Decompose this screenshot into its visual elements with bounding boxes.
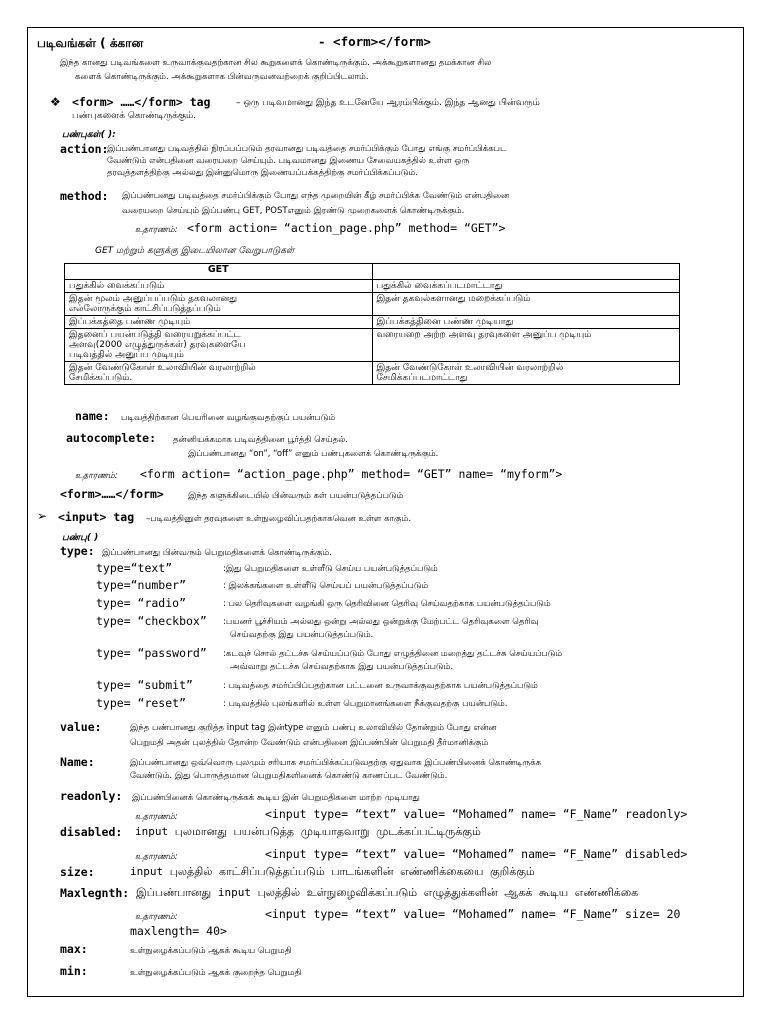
type-value: type= “password” (96, 646, 207, 660)
size-desc: input புலத்தில் காட்சிப்படுத்தப்படும் பாடங்களின் எண்ணிக்கையை குறிக்கும் (130, 865, 535, 878)
page-title: படிவங்கள் ( க்கான (37, 36, 144, 50)
autocomplete-desc-2: இப்பண்பானது “on”, “off” எனும் பண்புகளைக் கொண்டிருக்கும். (188, 449, 439, 459)
maxlength-example-label: உதாரணம்: (135, 912, 178, 922)
form-inner-tag: <form>……</form> (60, 487, 164, 501)
table-header-row (65, 264, 680, 280)
type-value: type= “radio” (96, 596, 187, 610)
maxlength-example-code-1: <input type= “text” value= “Mohamed” name= “F_Name” size= 20 (265, 907, 681, 921)
disabled-example-code: <input type= “text” value= “Mohamed” name= “F_Name” disabled> (265, 847, 688, 861)
name-attr-desc-1: இப்பண்பானது ஒவ்வொரு புலமும் சரியாக சமர்ப்பிக்கப்படுவதற்கு ஏதுவாக இப்பண்பினைக் கொண்டிருக்க (130, 758, 542, 768)
max-desc: உள்நுழைக்கப்படும் ஆகக் கூடிய பெறுமதி (130, 946, 292, 956)
input-tag-heading: <input> tag (58, 510, 135, 524)
readonly-desc: இப்பண்பினைக் கொண்டிருக்கக் கூடிய இன் பெறுமதிகளை மாற்ற முடியாது (132, 793, 420, 803)
readonly-example-label: உதாரணம்: (135, 812, 178, 822)
disabled-desc: input புலமானது பயன்படுத்த முடியாதவாறு முடக்கப்பட்டிருக்கும் (135, 825, 481, 838)
readonly-label: readonly: (60, 789, 123, 803)
type-description: : பல தெரிவுகளை வழங்கி ஒரு தெரிவினை தெரிவு செய்வதற்காக பயன்படுத்தப்படும் (223, 599, 551, 609)
type-label: type: (60, 544, 95, 558)
min-desc: உள்நுழைக்கப்படும் ஆகக் குறைந்த பெறுமதி (130, 968, 302, 978)
method-label: method: (60, 189, 109, 203)
type-description: : இலக்கங்களை உள்ளீடு செய்யப் பயன்படுத்தப்படும் (223, 581, 429, 591)
type-desc: இப்பண்பானது பின்வரும் பெறுமதிகளைக் கொண்டிருக்கும். (102, 548, 332, 558)
table-cell-get: இதன் மூலம் அனுப்பப்படும் தகவலானது எல்லோருக்கும் காட்சிப்படுத்தப்படும் (65, 293, 373, 316)
page-title-tag: - <form></form> (318, 34, 431, 49)
size-label: size: (60, 865, 95, 879)
method-desc-1: இப்பண்பனது படிவத்தை சமர்ப்பிக்கும் போது எந்த முறையின் கீழ் சமர்ப்பிக்க வேண்டும் என்பதினை (122, 191, 510, 201)
method-desc-2: வரையறை செய்யும் இப்பண்பு GET, POSTஎனும் இரண்டு முறைகளைக் கொண்டிருக்கும். (122, 206, 465, 216)
arrow-bullet-icon: ➢ (37, 509, 48, 523)
type-value: type= “checkbox” (96, 614, 207, 628)
maxlength-desc: இப்பண்பானது input புலத்தில் உள்நுழைவிக்கப்படும் எழுத்துக்களின் ஆகக் கூடிய எண்ணிக்கை (136, 886, 639, 899)
readonly-example-code: <input type= “text” value= “Mohamed” name= “F_Name” readonly> (265, 807, 688, 821)
table-row (65, 280, 680, 293)
name-label: name: (75, 409, 110, 423)
table-row (65, 362, 680, 385)
form-attributes-heading: பண்புகள்( ): (62, 130, 116, 140)
table-cell-get: இதனைப் பயன்படுத்தி வரையறுக்கப்பட்ட அளவு(2000 எழுத்துருக்கள்) தரவுகளையே படிவத்தில் அனுப்ப முடியும் (65, 329, 373, 362)
action-label: action: (60, 142, 109, 156)
type-value: type= “reset” (96, 696, 187, 710)
name-attr-desc-2: வேண்டும். இது பொருத்தமான பெறுமதிகளினைக் கொண்டு காணப்பட வேண்டும். (130, 771, 448, 781)
action-desc-1: இப்பண்பானது படிவத்தில் நிரப்பப்படும் தரவானது படிவத்தை சமர்ப்பிக்கும் போது எங்கு சமர்ப்பிக்கபட (107, 144, 507, 154)
form-example-label: உதாரணம்: (75, 471, 118, 481)
type-description: :கடவுச் சொல் தட்டச்சு செய்யப்படும் போது எழுத்தினை மறைத்து தட்டச்சு செய்யப்படும் (223, 649, 563, 659)
min-label: min: (60, 964, 88, 978)
type-description-continued: செய்வதற்கு இது பயன்படுத்தப்படும். (230, 630, 374, 640)
value-label: value: (60, 720, 102, 734)
form-inner-desc: இந்த களுக்கிடையில் பின்வரும் கள் பயன்படுத்தப்படும் (188, 491, 404, 501)
type-value: type=“number” (96, 578, 187, 592)
type-description: : படிவத்தில் புலங்களில் உள்ள பெறுமானங்களை நீக்குவதற்கு பயன்படும். (223, 699, 508, 709)
type-description-continued: அவ்வாறு தட்டச்சு செய்வதற்காக இது பயன்படுத்தப்படும். (230, 662, 454, 672)
intro-line-2: களைக் கொண்டிருக்கும். அக்கூறுகளாக பின்வருவனவற்றைக் குறிப்பிடலாம். (75, 72, 369, 82)
type-value: type=“text” (96, 561, 173, 575)
disabled-example-label: உதாரணம்: (135, 852, 178, 862)
name-desc: படிவத்திற்கான பெயரினை வழங்குவதற்குப் பயன்படும் (121, 413, 336, 423)
form-tag-heading: <form> ……</form> tag (72, 95, 211, 109)
table-cell-post: வரையறை அற்ற அளவு தரவுகளை அனுப்ப முடியும் (372, 329, 680, 362)
diamond-bullet-icon: ❖ (50, 95, 61, 109)
autocomplete-desc-1: தன்னியக்கமாக படிவத்தினை பூர்த்தி செய்தல். (173, 435, 348, 445)
table-header-get: GET (65, 264, 373, 280)
type-description: :பயனர் பூச்சியம் அல்லது ஒன்று அல்லது ஒன்றுக்கு மேற்பட்ட தெரிவுகளை தெரிவு (223, 617, 539, 627)
type-description: : படிவத்தை சமர்ப்பிப்பதற்கான பட்டனை உருவாக்குவதற்காக பயன்படுத்தப்படும் (223, 681, 538, 691)
form-tag-desc-1: – ஒரு படிவமானது இந்த உடனேயே ஆரம்பிக்கும். இந்த ஆனது பின்வரும் (236, 98, 540, 108)
maxlength-label: Maxlegnth: (60, 886, 130, 900)
table-cell-get: பதுக்கில் வைக்கப்படும் (65, 280, 373, 293)
form-tag-desc-2: பண்புகளைக் கொண்டிருக்கும். (72, 111, 197, 121)
get-post-comparison-table (64, 263, 680, 385)
autocomplete-label: autocomplete: (66, 431, 157, 445)
table-caption: GET மற்றும் களுக்கு இடையிலான வேறுபாடுகள் (95, 246, 295, 256)
name-attr-label: Name: (60, 755, 95, 769)
table-cell-post: இதன் தகவல்களானது மறைக்கப்படும் (372, 293, 680, 316)
table-cell-post: இதன் வேண்டுகோள் உலாவியின் வரலாற்றில் சேமிக்கப்படமாட்டாது (372, 362, 680, 385)
type-description: :இது பெறுமதிகளை உள்ளீடு செய்ய பயன்படுத்தப்படும் (223, 564, 438, 574)
action-desc-3: தரவுத்தளத்திற்கு அல்லது இன்னுமொரு இணையப்பக்கத்திற்கு சமர்ப்பிக்கப்படும். (107, 168, 418, 178)
form-example-code: <form action= “action_page.php” method= “GET” name= “myform”> (140, 467, 563, 481)
input-attributes-heading: பண்பு( ) (62, 533, 99, 543)
max-label: max: (60, 942, 88, 956)
table-row (65, 293, 680, 316)
value-desc-2: பெறுமதி அதன் புலத்தில் தோன்ற வேண்டும் என்பதினை இப்பண்பின் பெறுமதி தீர்மானிக்கும் (130, 738, 489, 748)
method-example-code: <form action= “action_page.php” method= “GET”> (187, 221, 506, 235)
type-value: type= “submit” (96, 678, 193, 692)
table-header-post (372, 264, 680, 280)
table-cell-get: இதன் வேண்டுகோள் உலாவியின் வரலாற்றில் சேமிக்கப்படும். (65, 362, 373, 385)
table-cell-post: இப்பக்கத்தினை பண்ண முடியாது (372, 316, 680, 329)
maxlength-example-code-2: maxlength= 40> (130, 924, 227, 938)
table-row (65, 316, 680, 329)
method-example-label: உதாரணம்: (135, 225, 178, 235)
table-row (65, 329, 680, 362)
intro-line-1: இந்த கானது படிவங்களை உருவாக்குவதற்கான சில கூறுகளைக் கொண்டிருக்கும். அக்கூறுகளானது தமக்கான சில (60, 58, 492, 68)
disabled-label: disabled: (60, 825, 123, 839)
value-desc-1: இந்த பண்பானது குறித்த input tag இன்type எனும் பண்பு உலாவியில் தோன்றும் போது என்ன (130, 723, 497, 733)
input-tag-desc: –படிவத்தினுள் தரவுகளை உள்நுழைவிப்பதற்காகவென உள்ள காகும். (146, 514, 412, 524)
table-cell-post: பதுக்கில் வைக்கப்படமாட்டாது (372, 280, 680, 293)
action-desc-2: வேண்டும் என்பதினை வரையறை செய்யும். படிவமானது இணைய சேவையகத்தில் உள்ள ஒரு (107, 156, 470, 166)
table-cell-get: இப்பக்கத்தை பண்ண முடியும் (65, 316, 373, 329)
